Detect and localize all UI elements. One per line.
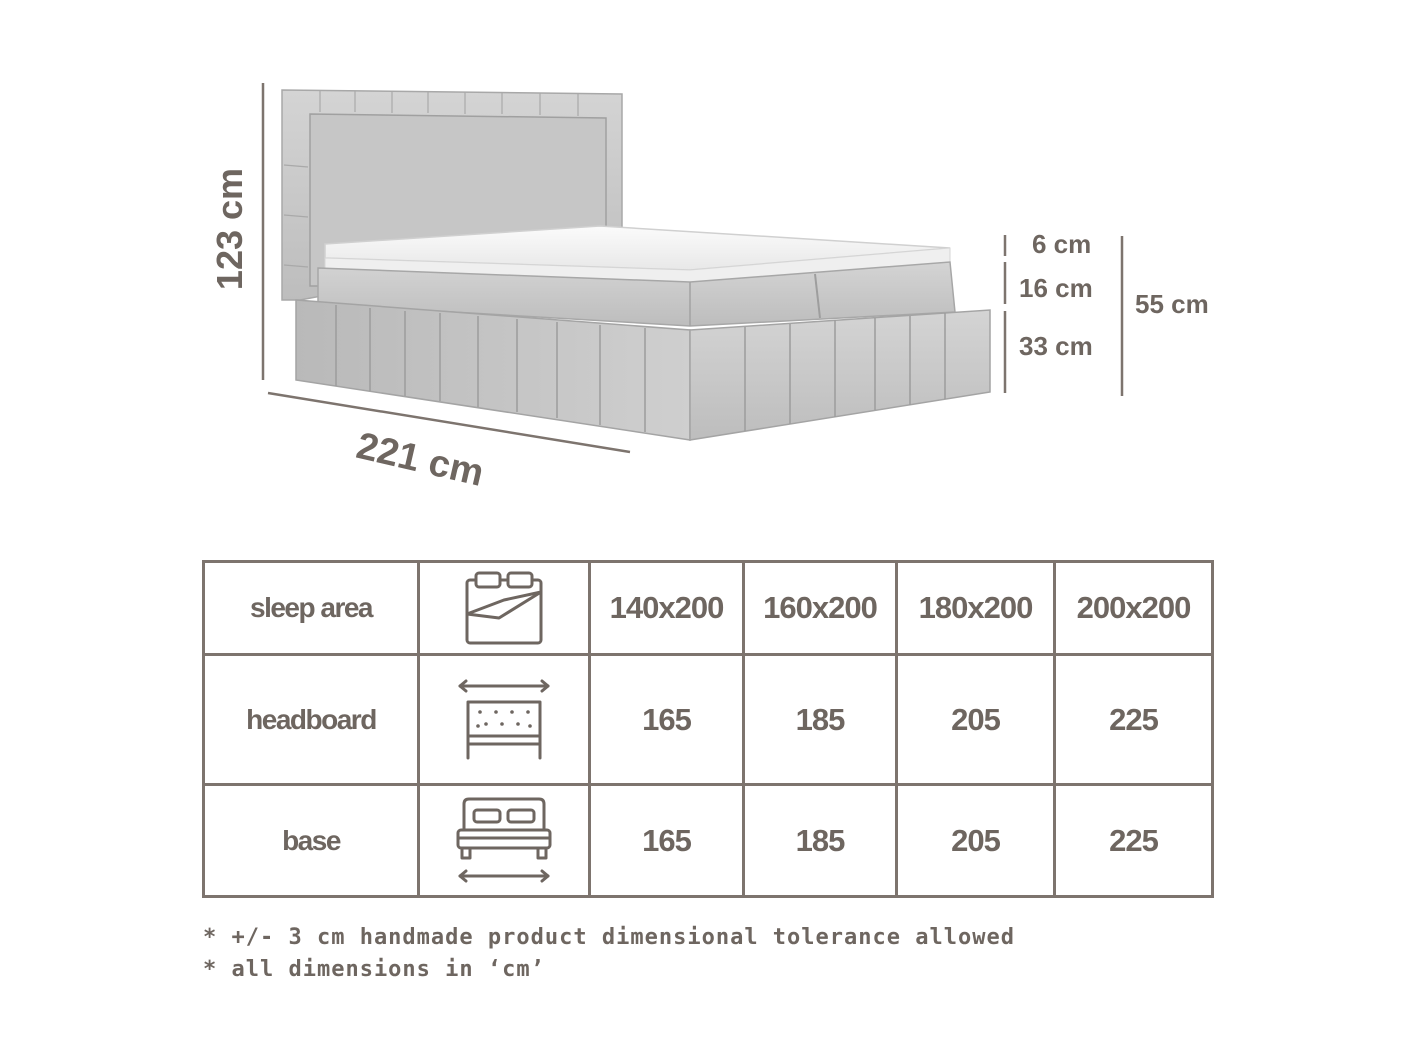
- table-row: [204, 655, 1213, 785]
- size-cell: 180x200: [897, 562, 1055, 655]
- value-cell: 165: [590, 655, 744, 785]
- sleep-area-icon-cell: [419, 562, 590, 655]
- headboard-icon-cell: [419, 655, 590, 785]
- base-dimension-label: 33 cm: [1019, 331, 1093, 361]
- sleep-area-label: sleep area: [204, 562, 419, 655]
- headboard-label: headboard: [204, 655, 419, 785]
- value-cell: 225: [1055, 655, 1213, 785]
- size-cell: 200x200: [1055, 562, 1213, 655]
- bed-sheet-icon: [464, 570, 544, 646]
- size-cell: 160x200: [744, 562, 897, 655]
- value-cell: 205: [897, 785, 1055, 897]
- base-icon-cell: [419, 785, 590, 897]
- value-cell: 185: [744, 785, 897, 897]
- size-table: [202, 560, 1214, 898]
- value-cell: 185: [744, 655, 897, 785]
- value-cell: 225: [1055, 785, 1213, 897]
- total-height-dimension-label: 55 cm: [1135, 289, 1209, 319]
- headboard-width-icon: [456, 678, 552, 762]
- value-cell: 165: [590, 785, 744, 897]
- bed-base-width-icon: [454, 796, 554, 886]
- units-note: * all dimensions in ‘cm’: [203, 957, 545, 982]
- length-dimension-label: 221 cm: [352, 425, 488, 495]
- height-dimension-label: 123 cm: [209, 167, 250, 291]
- table-row: [204, 785, 1213, 897]
- base-label: base: [204, 785, 419, 897]
- size-cell: 140x200: [590, 562, 744, 655]
- mattress-dimension-label: 16 cm: [1019, 273, 1093, 303]
- table-row: [204, 562, 1213, 655]
- value-cell: 205: [897, 655, 1055, 785]
- topper-dimension-label: 6 cm: [1032, 229, 1092, 259]
- tolerance-note: * +/- 3 cm handmade product dimensional tolerance allowed: [203, 925, 1015, 950]
